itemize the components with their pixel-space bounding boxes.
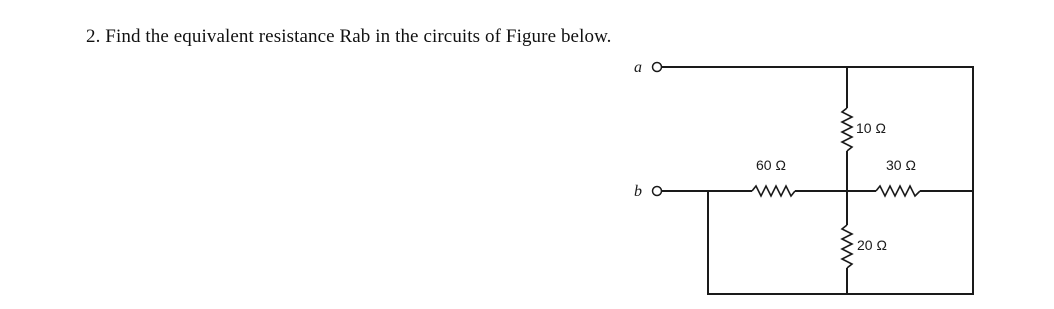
terminal-b bbox=[653, 187, 662, 196]
resistor-10-label: 10 Ω bbox=[856, 120, 886, 136]
resistor-30-label: 30 Ω bbox=[886, 157, 916, 173]
terminal-a-label: a bbox=[634, 59, 642, 76]
resistor-60 bbox=[752, 186, 795, 196]
question-text: 2. Find the equivalent resistance Rab in the circuits of Figure below. bbox=[86, 26, 612, 47]
terminal-a bbox=[653, 63, 662, 72]
wire-top bbox=[662, 67, 973, 294]
resistor-20 bbox=[842, 225, 852, 268]
resistor-20-label: 20 Ω bbox=[857, 237, 887, 253]
terminal-b-label: b bbox=[634, 183, 642, 200]
resistor-30 bbox=[876, 186, 920, 196]
resistor-60-label: 60 Ω bbox=[756, 157, 786, 173]
resistor-10 bbox=[842, 108, 852, 151]
